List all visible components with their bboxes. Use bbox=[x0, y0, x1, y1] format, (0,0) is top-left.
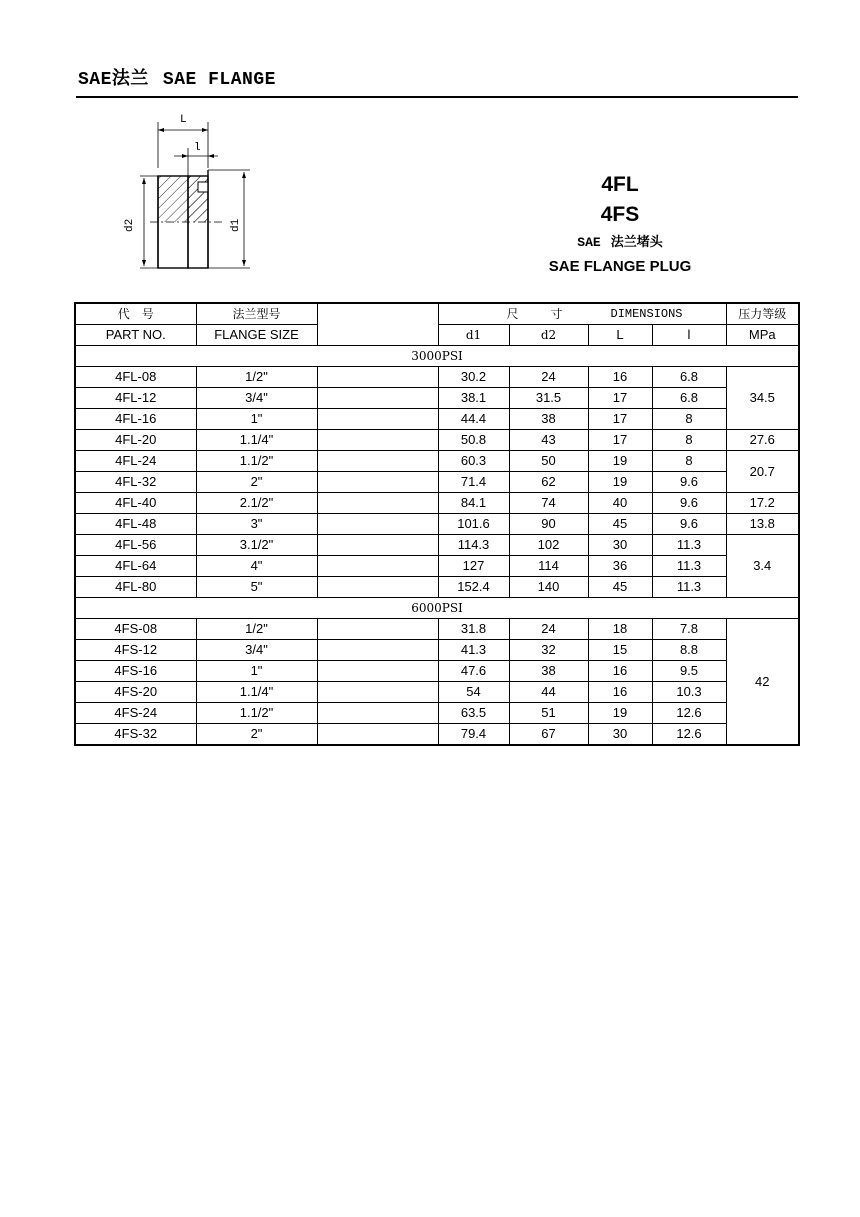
cell-part: 4FL-08 bbox=[75, 367, 196, 388]
cell-d1: 101.6 bbox=[438, 514, 509, 535]
product-subtitle-cn bbox=[520, 232, 720, 254]
cell-d2: 24 bbox=[509, 367, 588, 388]
cell-blank bbox=[317, 703, 438, 724]
cell-size: 1.1/4" bbox=[196, 682, 317, 703]
cell-l: 8.8 bbox=[652, 640, 726, 661]
cell-pressure: 13.8 bbox=[726, 514, 799, 535]
cell-blank bbox=[317, 682, 438, 703]
cell-blank bbox=[317, 493, 438, 514]
cell-d1: 50.8 bbox=[438, 430, 509, 451]
cell-l-length: 45 bbox=[588, 577, 652, 598]
cell-l-length: 17 bbox=[588, 409, 652, 430]
cell-part: 4FL-20 bbox=[75, 430, 196, 451]
cell-l-length: 16 bbox=[588, 661, 652, 682]
cell-l: 8 bbox=[652, 430, 726, 451]
cell-part: 4FL-40 bbox=[75, 493, 196, 514]
cell-l: 7.8 bbox=[652, 619, 726, 640]
table-row bbox=[75, 409, 799, 430]
header-row-1 bbox=[75, 303, 799, 325]
cell-pressure: 34.5 bbox=[726, 367, 799, 430]
cell-l: 11.3 bbox=[652, 577, 726, 598]
cell-d2: 31.5 bbox=[509, 388, 588, 409]
cell-size: 4" bbox=[196, 556, 317, 577]
cell-l-length: 16 bbox=[588, 367, 652, 388]
page-header bbox=[78, 64, 276, 90]
cell-d1: 54 bbox=[438, 682, 509, 703]
cell-l: 8 bbox=[652, 409, 726, 430]
table-row bbox=[75, 682, 799, 703]
cell-d1: 47.6 bbox=[438, 661, 509, 682]
cell-part: 4FS-16 bbox=[75, 661, 196, 682]
table-row bbox=[75, 388, 799, 409]
cell-blank bbox=[317, 451, 438, 472]
cell-pressure: 3.4 bbox=[726, 535, 799, 598]
cell-l: 6.8 bbox=[652, 367, 726, 388]
cell-blank bbox=[317, 535, 438, 556]
header-part-en: PART NO. bbox=[75, 325, 196, 346]
table-row bbox=[75, 619, 799, 640]
cell-part: 4FS-24 bbox=[75, 703, 196, 724]
header-part-cn: 代 号 bbox=[75, 303, 196, 325]
cell-size: 1/2" bbox=[196, 367, 317, 388]
cell-size: 3.1/2" bbox=[196, 535, 317, 556]
cell-l-length: 36 bbox=[588, 556, 652, 577]
cell-part: 4FL-64 bbox=[75, 556, 196, 577]
cell-l-length: 45 bbox=[588, 514, 652, 535]
cell-l: 6.8 bbox=[652, 388, 726, 409]
cell-d1: 79.4 bbox=[438, 724, 509, 746]
cell-d2: 24 bbox=[509, 619, 588, 640]
diagram-label-L: L bbox=[180, 114, 187, 126]
cell-blank bbox=[317, 640, 438, 661]
cell-size: 2" bbox=[196, 472, 317, 493]
cell-d2: 74 bbox=[509, 493, 588, 514]
table-row bbox=[75, 472, 799, 493]
section-row bbox=[75, 346, 799, 367]
cell-pressure: 27.6 bbox=[726, 430, 799, 451]
cell-size: 3" bbox=[196, 514, 317, 535]
cell-l-length: 17 bbox=[588, 388, 652, 409]
cell-part: 4FL-16 bbox=[75, 409, 196, 430]
cell-blank bbox=[317, 409, 438, 430]
table-row bbox=[75, 493, 799, 514]
cell-d2: 32 bbox=[509, 640, 588, 661]
section-label: 6000PSI bbox=[75, 598, 799, 619]
header-dim-cn-2: 寸 bbox=[550, 307, 563, 321]
cell-blank bbox=[317, 724, 438, 746]
cell-d2: 50 bbox=[509, 451, 588, 472]
cell-l: 10.3 bbox=[652, 682, 726, 703]
product-code-4fs: 4FS bbox=[600, 203, 640, 226]
cell-d1: 152.4 bbox=[438, 577, 509, 598]
table-row bbox=[75, 451, 799, 472]
cell-blank bbox=[317, 430, 438, 451]
cell-blank bbox=[317, 619, 438, 640]
cell-blank bbox=[317, 472, 438, 493]
header-dim-en: DIMENSIONS bbox=[610, 307, 683, 321]
table-row bbox=[75, 430, 799, 451]
product-subtitle-cn-text: 法兰堵头 bbox=[610, 235, 663, 250]
cell-part: 4FL-80 bbox=[75, 577, 196, 598]
table-row bbox=[75, 535, 799, 556]
diagram-label-d1: d1 bbox=[230, 218, 242, 232]
header-pressure-cn: 压力等级 bbox=[726, 303, 799, 325]
flange-plug-diagram bbox=[110, 108, 280, 278]
cell-size: 3/4" bbox=[196, 640, 317, 661]
header-d2: d2 bbox=[509, 325, 588, 346]
header-L: L bbox=[588, 325, 652, 346]
cell-d2: 62 bbox=[509, 472, 588, 493]
cell-d1: 63.5 bbox=[438, 703, 509, 724]
cell-l-length: 40 bbox=[588, 493, 652, 514]
cell-l: 12.6 bbox=[652, 724, 726, 746]
cell-size: 5" bbox=[196, 577, 317, 598]
diagram-label-d2: d2 bbox=[124, 218, 136, 232]
cell-part: 4FS-20 bbox=[75, 682, 196, 703]
header-dimensions bbox=[438, 303, 726, 325]
cell-d2: 44 bbox=[509, 682, 588, 703]
cell-blank bbox=[317, 577, 438, 598]
cell-l: 9.6 bbox=[652, 493, 726, 514]
cell-pressure: 42 bbox=[726, 619, 799, 746]
header-rule bbox=[76, 96, 798, 98]
cell-blank bbox=[317, 388, 438, 409]
cell-d2: 102 bbox=[509, 535, 588, 556]
product-subtitle-en: SAE FLANGE PLUG bbox=[548, 258, 692, 275]
header-title-en: SAE FLANGE bbox=[162, 70, 276, 90]
cell-d1: 127 bbox=[438, 556, 509, 577]
cell-size: 1.1/4" bbox=[196, 430, 317, 451]
cell-size: 2.1/2" bbox=[196, 493, 317, 514]
cell-l: 9.6 bbox=[652, 514, 726, 535]
cell-d1: 71.4 bbox=[438, 472, 509, 493]
cell-d2: 67 bbox=[509, 724, 588, 746]
cell-l: 11.3 bbox=[652, 556, 726, 577]
table-row bbox=[75, 577, 799, 598]
cell-l-length: 16 bbox=[588, 682, 652, 703]
cell-d1: 30.2 bbox=[438, 367, 509, 388]
cell-l: 9.6 bbox=[652, 472, 726, 493]
cell-d2: 140 bbox=[509, 577, 588, 598]
table-row bbox=[75, 514, 799, 535]
header-size-cn: 法兰型号 bbox=[196, 303, 317, 325]
cell-part: 4FL-48 bbox=[75, 514, 196, 535]
cell-l-length: 17 bbox=[588, 430, 652, 451]
spec-table bbox=[74, 302, 800, 746]
cell-l: 11.3 bbox=[652, 535, 726, 556]
cell-l-length: 30 bbox=[588, 535, 652, 556]
table-row bbox=[75, 640, 799, 661]
header-title-cn: SAE法兰 bbox=[78, 70, 149, 90]
cell-part: 4FL-32 bbox=[75, 472, 196, 493]
cell-l-length: 15 bbox=[588, 640, 652, 661]
product-subtitle-prefix: SAE bbox=[577, 235, 601, 250]
cell-size: 1.1/2" bbox=[196, 703, 317, 724]
cell-part: 4FS-32 bbox=[75, 724, 196, 746]
cell-l-length: 19 bbox=[588, 451, 652, 472]
header-l: l bbox=[652, 325, 726, 346]
cell-l: 8 bbox=[652, 451, 726, 472]
cell-l: 9.5 bbox=[652, 661, 726, 682]
header-blank-col bbox=[317, 303, 438, 346]
table-row bbox=[75, 367, 799, 388]
cell-part: 4FS-08 bbox=[75, 619, 196, 640]
cell-l-length: 19 bbox=[588, 703, 652, 724]
cell-pressure: 17.2 bbox=[726, 493, 799, 514]
cell-l-length: 18 bbox=[588, 619, 652, 640]
cell-size: 1.1/2" bbox=[196, 451, 317, 472]
cell-size: 1/2" bbox=[196, 619, 317, 640]
header-d1: d1 bbox=[438, 325, 509, 346]
cell-blank bbox=[317, 661, 438, 682]
header-pressure-en: MPa bbox=[726, 325, 799, 346]
product-title-block bbox=[520, 170, 720, 280]
section-row bbox=[75, 598, 799, 619]
cell-size: 1" bbox=[196, 661, 317, 682]
cell-d2: 38 bbox=[509, 661, 588, 682]
cell-l-length: 30 bbox=[588, 724, 652, 746]
cell-l: 12.6 bbox=[652, 703, 726, 724]
cell-blank bbox=[317, 556, 438, 577]
cell-d2: 43 bbox=[509, 430, 588, 451]
table-row bbox=[75, 556, 799, 577]
cell-d1: 44.4 bbox=[438, 409, 509, 430]
section-label: 3000PSI bbox=[75, 346, 799, 367]
cell-d1: 31.8 bbox=[438, 619, 509, 640]
cell-blank bbox=[317, 514, 438, 535]
cell-d1: 114.3 bbox=[438, 535, 509, 556]
cell-pressure: 20.7 bbox=[726, 451, 799, 493]
cell-d1: 60.3 bbox=[438, 451, 509, 472]
header-dim-cn-1: 尺 bbox=[506, 307, 519, 321]
cell-part: 4FS-12 bbox=[75, 640, 196, 661]
cell-d1: 84.1 bbox=[438, 493, 509, 514]
table-row bbox=[75, 703, 799, 724]
cell-d2: 38 bbox=[509, 409, 588, 430]
cell-size: 3/4" bbox=[196, 388, 317, 409]
cell-part: 4FL-56 bbox=[75, 535, 196, 556]
cell-d1: 41.3 bbox=[438, 640, 509, 661]
cell-d1: 38.1 bbox=[438, 388, 509, 409]
cell-d2: 114 bbox=[509, 556, 588, 577]
cell-d2: 51 bbox=[509, 703, 588, 724]
product-code-4fl: 4FL bbox=[601, 173, 639, 196]
cell-d2: 90 bbox=[509, 514, 588, 535]
cell-part: 4FL-12 bbox=[75, 388, 196, 409]
table-row bbox=[75, 661, 799, 682]
cell-size: 1" bbox=[196, 409, 317, 430]
cell-l-length: 19 bbox=[588, 472, 652, 493]
cell-part: 4FL-24 bbox=[75, 451, 196, 472]
cell-size: 2" bbox=[196, 724, 317, 746]
header-size-en: FLANGE SIZE bbox=[196, 325, 317, 346]
cell-blank bbox=[317, 367, 438, 388]
table-row bbox=[75, 724, 799, 746]
diagram-label-l: l bbox=[194, 142, 201, 154]
